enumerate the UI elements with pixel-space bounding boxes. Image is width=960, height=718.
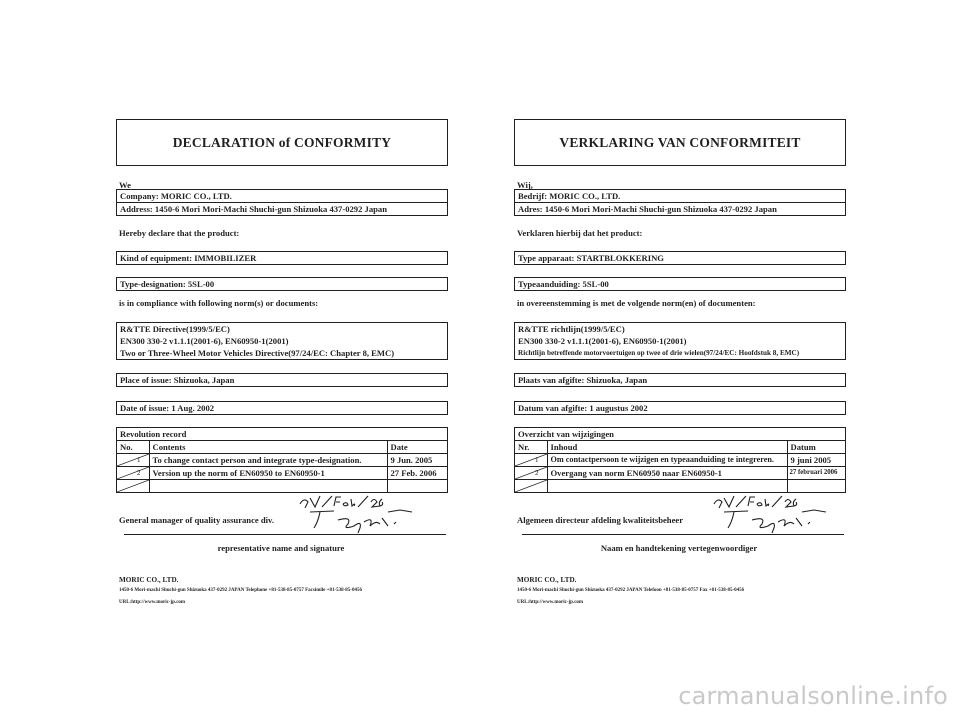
row-number: 1 bbox=[137, 456, 141, 464]
we-label: We bbox=[119, 180, 131, 190]
equipment-line: Kind of equipment: IMMOBILIZER bbox=[120, 253, 257, 263]
row-number: 1 bbox=[535, 456, 539, 464]
company-line: Bedrijf: MORIC CO., LTD. bbox=[518, 191, 621, 201]
table-row bbox=[515, 467, 845, 480]
col-date-header: Datum bbox=[787, 441, 845, 454]
type-line: Type-designation: 5SL-00 bbox=[120, 279, 215, 289]
table-row-empty bbox=[117, 480, 447, 493]
date-line: Datum van afgifte: 1 augustus 2002 bbox=[518, 403, 648, 413]
norm-line: Two or Three-Wheel Motor Vehicles Directive(97/24/EC: Chapter 8, EMC) bbox=[120, 348, 395, 358]
signature-caption: representative name and signature bbox=[217, 543, 345, 553]
table-row bbox=[117, 454, 447, 467]
page-title: DECLARATION of CONFORMITY bbox=[116, 119, 448, 166]
watermark: carmanualsonline.info bbox=[678, 682, 948, 710]
row-number: 2 bbox=[535, 469, 539, 477]
date-box bbox=[116, 401, 448, 415]
row-number-cell bbox=[117, 454, 149, 467]
page-title: VERKLARING VAN CONFORMITEIT bbox=[514, 119, 846, 166]
company-line: Company: MORIC CO., LTD. bbox=[120, 191, 232, 201]
footer-address: 1450-6 Mori-machi Shuchi-gun Shizuoka 437-0292 JAPAN Telephone +81-538-85-0757 Facsimile +81-538-85-0456 bbox=[119, 588, 362, 593]
place-box bbox=[514, 373, 846, 387]
row-number-cell bbox=[117, 467, 149, 480]
equipment-box bbox=[116, 251, 448, 265]
norms-box bbox=[514, 322, 846, 360]
footer-company: MORIC CO., LTD. bbox=[517, 576, 577, 584]
table-row bbox=[117, 467, 447, 480]
revision-table bbox=[514, 427, 846, 493]
row-contents: Version up the norm of EN60950 to EN60950-1 bbox=[149, 467, 387, 480]
signature-line bbox=[124, 534, 446, 535]
type-line: Typeaanduiding: 5SL-00 bbox=[518, 279, 609, 289]
row-date: 9 Jun. 2005 bbox=[387, 454, 447, 467]
manager-label: Algemeen directeur afdeling kwaliteitsbeheer bbox=[517, 515, 684, 525]
norm-line: R&TTE richtlijn(1999/5/EC) bbox=[518, 324, 625, 334]
row-number: 2 bbox=[137, 469, 141, 477]
norm-line: Richtlijn betreffende motorvoertuigen op twee of drie wielen(97/24/EC: Hoofdstuk 8, EMC) bbox=[518, 349, 800, 357]
declare-text: Hereby declare that the product: bbox=[119, 228, 240, 238]
compliance-text: is in compliance with following norm(s) or documents: bbox=[119, 298, 319, 308]
compliance-text: in overeenstemming is met de volgende norm(en) of documenten: bbox=[517, 298, 756, 308]
col-no-header: No. bbox=[117, 441, 149, 454]
company-box bbox=[116, 189, 448, 216]
col-no-header: Nr. bbox=[515, 441, 547, 454]
col-contents-header: Contents bbox=[149, 441, 387, 454]
footer-url: URL:http://www.moric-jp.com bbox=[517, 600, 584, 605]
place-box bbox=[116, 373, 448, 387]
row-number-cell bbox=[515, 467, 547, 480]
type-box bbox=[116, 277, 448, 291]
row-contents: Overgang van norm EN60950 naar EN60950-1 bbox=[547, 467, 787, 480]
row-date: 9 juni 2005 bbox=[787, 454, 845, 467]
norm-line: EN300 330-2 v1.1.1(2001-6), EN60950-1(2001) bbox=[120, 336, 289, 346]
row-contents: To change contact person and integrate type-designation. bbox=[149, 454, 387, 467]
norms-box bbox=[116, 322, 448, 360]
type-box bbox=[514, 277, 846, 291]
manager-label: General manager of quality assurance div. bbox=[119, 515, 275, 525]
table-header-row bbox=[117, 441, 447, 454]
norm-line: R&TTE Directive(1999/5/EC) bbox=[120, 324, 230, 334]
equipment-line: Type apparaat: STARTBLOKKERING bbox=[518, 253, 664, 263]
revision-heading: Revolution record bbox=[120, 429, 187, 439]
signature bbox=[718, 506, 828, 534]
table-header-row bbox=[515, 441, 845, 454]
row-contents: Om contactpersoon te wijzigen en typeaanduiding te integreren. bbox=[547, 454, 787, 467]
footer-address: 1450-6 Mori-machi Shuchi-gun Shizuoka 437-0292 JAPAN Telefoon +81-538-85-0757 Fax +81-538-85-0456 bbox=[517, 588, 745, 593]
company-box bbox=[514, 189, 846, 216]
place-line: Plaats van afgifte: Shizuoka, Japan bbox=[518, 375, 648, 385]
table-row bbox=[515, 454, 845, 467]
we-label: Wij, bbox=[517, 180, 533, 190]
declaration-english bbox=[116, 0, 448, 718]
revision-heading: Overzicht van wijzigingen bbox=[518, 429, 614, 439]
col-contents-header: Inhoud bbox=[547, 441, 787, 454]
place-line: Place of issue: Shizuoka, Japan bbox=[120, 375, 235, 385]
declare-text: Verklaren hierbij dat het product: bbox=[517, 228, 643, 238]
footer-url: URL:http://www.moric-jp.com bbox=[119, 600, 186, 605]
declaration-dutch bbox=[514, 0, 846, 718]
date-line: Date of issue: 1 Aug. 2002 bbox=[120, 403, 215, 413]
row-date: 27 Feb. 2006 bbox=[387, 467, 447, 480]
signature-caption: Naam en handtekening vertegenwoordiger bbox=[600, 543, 758, 553]
revision-table bbox=[116, 427, 448, 493]
date-box bbox=[514, 401, 846, 415]
row-number-cell bbox=[515, 454, 547, 467]
address-line: Address: 1450-6 Mori Mori-Machi Shuchi-gun Shizuoka 437-0292 Japan bbox=[117, 202, 447, 215]
footer-company: MORIC CO., LTD. bbox=[119, 576, 179, 584]
signature bbox=[304, 506, 414, 534]
row-date: 27 februari 2006 bbox=[787, 467, 845, 480]
norm-line: EN300 330-2 v1.1.1(2001-6), EN60950-1(2001) bbox=[518, 336, 687, 346]
equipment-box bbox=[514, 251, 846, 265]
table-row-empty bbox=[515, 480, 845, 493]
address-line: Adres: 1450-6 Mori Mori-Machi Shuchi-gun Shizuoka 437-0292 Japan bbox=[515, 202, 845, 215]
signature-line bbox=[522, 534, 844, 535]
col-date-header: Date bbox=[387, 441, 447, 454]
